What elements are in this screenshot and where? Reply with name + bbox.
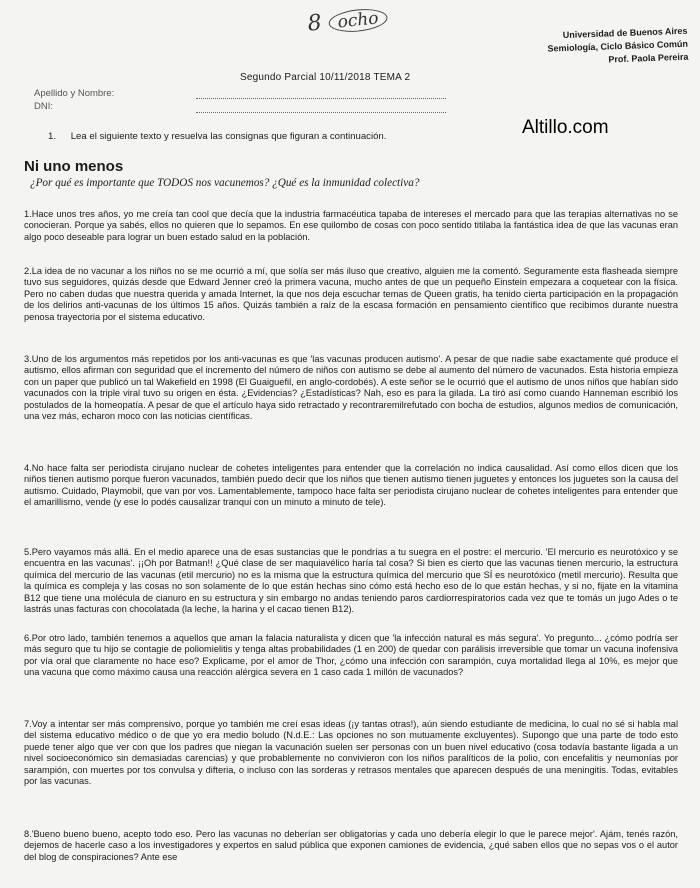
dni-label: DNI: — [34, 101, 53, 112]
paragraph-8: 8.'Bueno bueno bueno, acepto todo eso. Pero las vacunas no deberían ser obligatorias y cada uno debería elegir lo que le parece mejor'. Ajám, tenés razón, dejemos de hacerle caso a los investigadores y expertos en salud pública que exponen camiones de evidencia, ¿qué saben ellos que no sepas vos o el autor del blog de conspiraciones? Ante ese — [24, 829, 678, 862]
name-label: Apellido y Nombre: — [34, 88, 115, 99]
university-header — [497, 25, 688, 71]
instruction-number: 1. — [48, 131, 57, 142]
paragraph-5: 5.Pero vayamos más allá. En el medio aparece una de esas sustancias que le pondrías a tu suegra en el postre: el mercurio. 'El mercurio es neurotóxico y se encuentra en las vacunas'. ¡¡Oh por Batman!! ¿Qué clase de ser maquiavélico haría tal cosa? Si bien es cierto que las vacunas tienen mercurio, la estructura química del mercurio de las vacunas (etil mercurio) no es la misma que la estructura química del mercurio que SÍ es neurotóxico (metil mercurio). Resulta que la química es compleja y las cosas no son solamente de lo que están hechas sino cómo está hecho eso de lo que están hechas, y si no, fijate en la vitamina B12 que tiene una molécula de cianuro en su estructura y sin embargo no andas teniendo paros cardiorrespiratorios cada vez que te tomás un jugo Ades o te lastrás unas facturas con chocolatada (la leche, la harina y el cacao tienen B12). — [24, 547, 678, 615]
paragraph-6: 6.Por otro lado, también tenemos a aquellos que aman la falacia naturalista y dicen que 'la infección natural es más segura'. Yo pregunto... ¿cómo podría ser más seguro que tu hijo se contagie de poliomielitis y tenga altas probabilidades (1 en 200) de quedar con parálisis irreversible que tomar un vacuna inofensiva por vía oral que claramente no hace eso? Explicame, por el amor de Thor, ¿cómo una infección con sarampión, cuya mortalidad llega al 10%, es mejor que una vacuna que como máximo causa una reacción alérgica severa en 1 caso cada 1 millón de vacunados? — [24, 633, 678, 678]
paragraph-4: 4.No hace falta ser periodista cirujano nuclear de cohetes inteligentes para entender que la correlación no indica causalidad. Así como ellos dicen que los niños tienen autismo porque fueron vacunados, también puedo decir que los niños que tienen autismo tienen juguetes y entonces los juguetes son la causa del autismo. Cuidado, Playmobil, que van por vos. Lamentablemente, tampoco hace falta ser periodista cirujano nuclear de cohetes inteligentes para entender que el amarillismo, vende (y ese lo podés causalizar tranqui con un minuto a minuto de tele). — [24, 463, 678, 508]
university-name: Universidad de Buenos Aires — [562, 25, 688, 41]
instruction — [48, 131, 386, 142]
instruction-text: Lea el siguiente texto y resuelva las consignas que figuran a continuación. — [70, 131, 387, 142]
name-line — [196, 98, 446, 99]
article-subtitle: ¿Por qué es importante que TODOS nos vacunemos? ¿Qué es la inmunidad colectiva? — [30, 177, 420, 189]
dni-line — [196, 112, 446, 113]
watermark: Altillo.com — [522, 117, 609, 138]
paragraph-7: 7.Voy a intentar ser más comprensivo, porque yo también me creí esas ideas (¡y tantas otras!), aún siendo estudiante de medicina, lo cual no sé si habla mal del sistema educativo médico o de que yo era medio boludo (N.d.E.: Las opciones no son mutuamente excluyentes). Supongo que una parte de todo esto puede tener algo que ver con que los padres que niegan la vacunación suelen ser personas con un buen nivel educativo (cosa todavía bastante ligada a un nivel socioeconómico sin demasiadas carencias) y que probablemente no convivieron con los niños paralíticos de la polio, con encefalitis y neumonías por sarampión, con muertes por tos convulsa y difteria, o incluso con las sorderas y retrasos mentales que aparecen después de una meningitis. Todas, evitables por las vacunas. — [24, 719, 678, 787]
professor-name: Prof. Paola Pereira — [608, 51, 689, 65]
handwritten-grade — [306, 0, 419, 47]
grade-number: 8 — [306, 10, 323, 37]
grade-word: ocho — [328, 6, 389, 34]
paragraph-2: 2.La idea de no vacunar a los niños no se me ocurrió a mí, que solía ser más iluso que creativo, alguien me la comentó. Seguramente esta flasheada siempre tuvo sus seguidores, quizás desde que Edward Jenner creó la primera vacuna, mucho antes de que un pequeño Einstein empezara a coquetear con la física. Pero no caben dudas que nuestra querida y amada Internet, la que nos deja escuchar temas de Queen gratis, ha tenido cierta participación en la propagación de los delirios anti-vacunas de los últimos 15 años. Quizás también a raíz de la escasa formación en pensamiento científico que recibimos durante nuestra penosa trayectoria por el sistema educativo. — [24, 266, 678, 322]
article-title: Ni uno menos — [24, 158, 124, 175]
course-name: Semiología, Ciclo Básico Común — [547, 38, 689, 54]
paragraph-1: 1.Hace unos tres años, yo me creía tan cool que decía que la industria farmacéutica tapaba de intereses el mercado para que las terapias alternativas no se conocieran. Porque ya sabés, ellos no quieren que lo sepamos. En ese quilombo de cosas con poco sentido titilaba la fantástica idea de que las vacunas eran algo poco deseable para lograr un buen estado salud en la población. — [24, 209, 678, 242]
paragraph-3: 3.Uno de los argumentos más repetidos por los anti-vacunas es que 'las vacunas producen autismo'. A pesar de que nadie sabe exactamente qué produce el autismo, ellos afirman con seguridad que el incremento del número de niños con autismo se debe al aumento del número de vacunados. Esta historia empieza con un paper que publicó un tal Wakefield en 1998 (El Guaiguefil, en anglo-cordobés). A este señor se le ocurrió que el autismo de unos niños que habían sido vacunados con la triple viral tuvo su origen en ésta. ¿Evidencias? ¿Estadísticas? Nah, eso es para la gilada. La tiró así como cuando Hanneman escribió los postulados de la homeopatía. A pesar de que el artículo haya sido retractado y recontraremilrefutado con bocha de estudios, algunos medios de comunicación, una vez más, echaron moco con las noticias científicas. — [24, 354, 678, 422]
exam-title: Segundo Parcial 10/11/2018 TEMA 2 — [240, 72, 411, 83]
